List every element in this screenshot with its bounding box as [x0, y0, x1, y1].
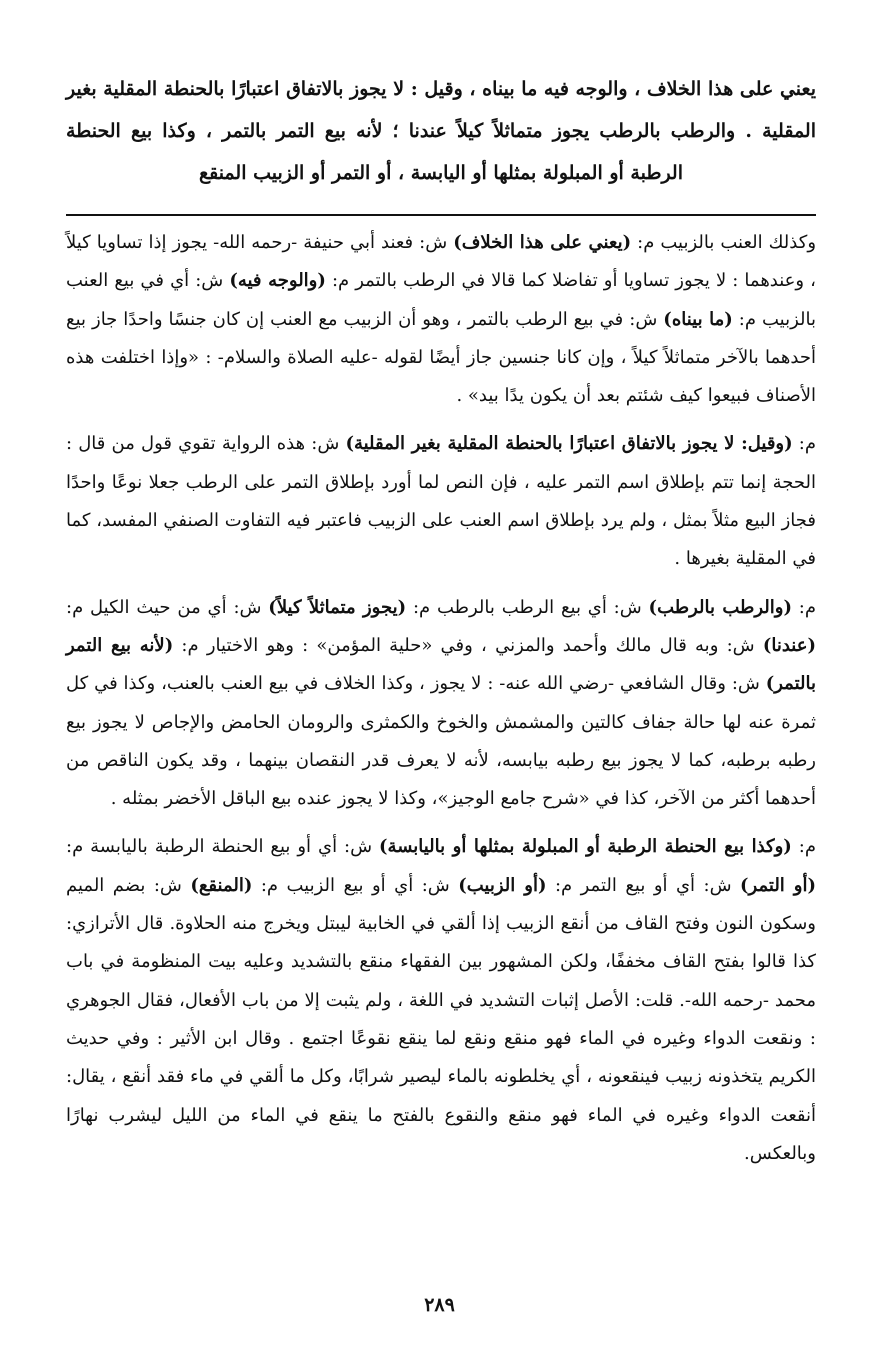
matn-text: يعني على هذا الخلاف ، والوجه فيه ما بيناه ، وقيل : لا يجوز بالاتفاق اعتبارًا بالحنطة المقلية بغير المقلية . والرطب بالرطب يجوز متماثلاً كيلاً عندنا ؛ لأنه بيع التمر بالتمر ، وكذا بيع الحنطة الرطبة أو المبلولة بمثلها أو اليابسة ، أو التمر أو الزبيب المنقع — [66, 78, 816, 184]
commentary-text: ش: بضم الميم وسكون النون وفتح القاف من أنقع الزبيب إذا ألقي في الخابية ليبتل ويخرج منه الحلاوة. قال الأترازي: كذا قالوا بفتح القاف مخففًا، ولكن المشهور بين الفقهاء منقع بالتشديد وعليه بيت المنظومة في باب محمد -رحمه الله-. قلت: الأصل إثبات التشديد في اللغة ، ولم يثبت إلا من باب الأفعال، فقال الجوهري : ونقعت الدواء وغيره في الماء فهو منقع ونقع لما ينقع نقوعًا اجتمع . وقال ابن الأثير : وفي حديث الكريم يتخذونه زبيب فينقعونه ، أي يخلطونه بالماء ليصير شرابًا، وكل ما ألقي في ماء فقد أنقع ، يقال: أنقعت الدواء وغيره في الماء فهو منقع والنقوع بالفتح ما ينقع في الماء من الليل ليشرب نهارًا وبالعكس. — [66, 874, 816, 1164]
commentary-text: ش: هذه الرواية تقوي قول من قال : الحجة إنما تتم بإطلاق اسم التمر عليه ، فإن النص لما أورد بإطلاق التمر على الرطب جعلا نوعًا واحدًا فجاز البيع مثلاً بمثل ، ولم يرد بإطلاق اسم العنب على الزبيب فاعتبر فيه التفاوت الصنفي المفسد، كما في المقلية بغيرها . — [66, 433, 816, 570]
quoted-matn-text: (لأنه بيع التمر بالتمر) — [66, 634, 816, 695]
commentary-paragraph — [66, 224, 816, 415]
quoted-matn-text: (وكذا بيع الحنطة الرطبة أو المبلولة بمثلها أو باليابسة) — [379, 836, 792, 858]
quoted-matn-text: (والرطب بالرطب) — [648, 596, 792, 618]
commentary-text: م: — [791, 596, 816, 618]
commentary-text: ش: فعند أبي حنيفة -رحمه الله- يجوز إذا تساويا كيلاً ، وعندهما : لا يجوز تساويا أو تفاضلا كما قالا في الرطب بالتمر م: — [66, 232, 816, 292]
separator-rule — [66, 214, 816, 216]
commentary-text: ش: أي في بيع العنب بالزبيب م: — [66, 270, 816, 330]
quoted-matn-text: (وقيل: لا يجوز بالاتفاق اعتبارًا بالحنطة المقلية بغير المقلية) — [345, 433, 793, 455]
commentary-text: م: — [792, 433, 817, 455]
commentary-text: ش: أي أو بيع الزبيب م: — [252, 874, 459, 896]
quoted-matn-text: (أو الزبيب) — [458, 874, 547, 896]
commentary-text: ش: وقال الشافعي -رضي الله عنه- : لا يجوز ، وكذا الخلاف في بيع العنب بالعنب، وكذا في كل ثمرة عنه لها حالة جفاف كالتين والمشمش والخوخ والكمثرى والرومان الحامض والإجاص لا يجوز بيع رطبه برطبه، كما لا يجوز بيع رطبه بيابسه، لأنه لا يعرف قدر النقصان بينهما ، وقد يكون الناقص من أحدهما أكثر من الآخر، كذا في «شرح جامع الوجيز»، وكذا لا يجوز عنده بيع الباقل الأخضر بمثله . — [66, 673, 816, 810]
commentary-text: ش: أي أو بيع التمر م: — [546, 874, 741, 896]
commentary-text: ش: وبه قال مالك وأحمد والمزني ، وفي «حلية المؤمن» : وهو الاختيار م: — [173, 634, 763, 656]
commentary-text: ش: أي بيع الرطب بالرطب م: — [406, 596, 649, 618]
quoted-matn-text: (أو التمر) — [740, 874, 817, 896]
quoted-matn-text: (عندنا) — [762, 634, 816, 656]
commentary-text: وكذلك العنب بالزبيب م: — [631, 232, 817, 253]
page-number: ٢٨٩ — [424, 1294, 455, 1316]
quoted-matn-text: (يعني على هذا الخلاف) — [453, 232, 632, 253]
commentary-text: ش: في بيع الرطب بالتمر ، وهو أن الزبيب مع العنب إن كان جنسًا واحدًا جاز بيع أحدهما بالآخر متماثلاً كيلاً ، وإن كانا جنسين جاز أيضًا لقوله -عليه الصلاة والسلام- : «وإذا اختلفت هذه الأصناف فبيعوا كيف شئتم بعد أن يكون يدًا بيد» . — [66, 308, 816, 407]
commentary-text: ش: أي من حيث الكيل م: — [66, 596, 269, 618]
commentary-paragraph — [66, 425, 816, 578]
quoted-matn-text: (المنقع) — [190, 874, 253, 896]
commentary-paragraph — [66, 828, 816, 1173]
quoted-matn-text: (يجوز متماثلاً كيلاً) — [268, 596, 407, 618]
quoted-matn-text: (ما بيناه) — [663, 308, 733, 330]
commentary-text: م: — [791, 836, 816, 858]
commentary-text: ش: أي أو بيع الحنطة الرطبة باليابسة م: — [66, 836, 380, 858]
commentary — [66, 224, 816, 1173]
page-content — [66, 68, 816, 1173]
quoted-matn-text: (والوجه فيه) — [229, 270, 326, 292]
commentary-paragraph — [66, 589, 816, 819]
